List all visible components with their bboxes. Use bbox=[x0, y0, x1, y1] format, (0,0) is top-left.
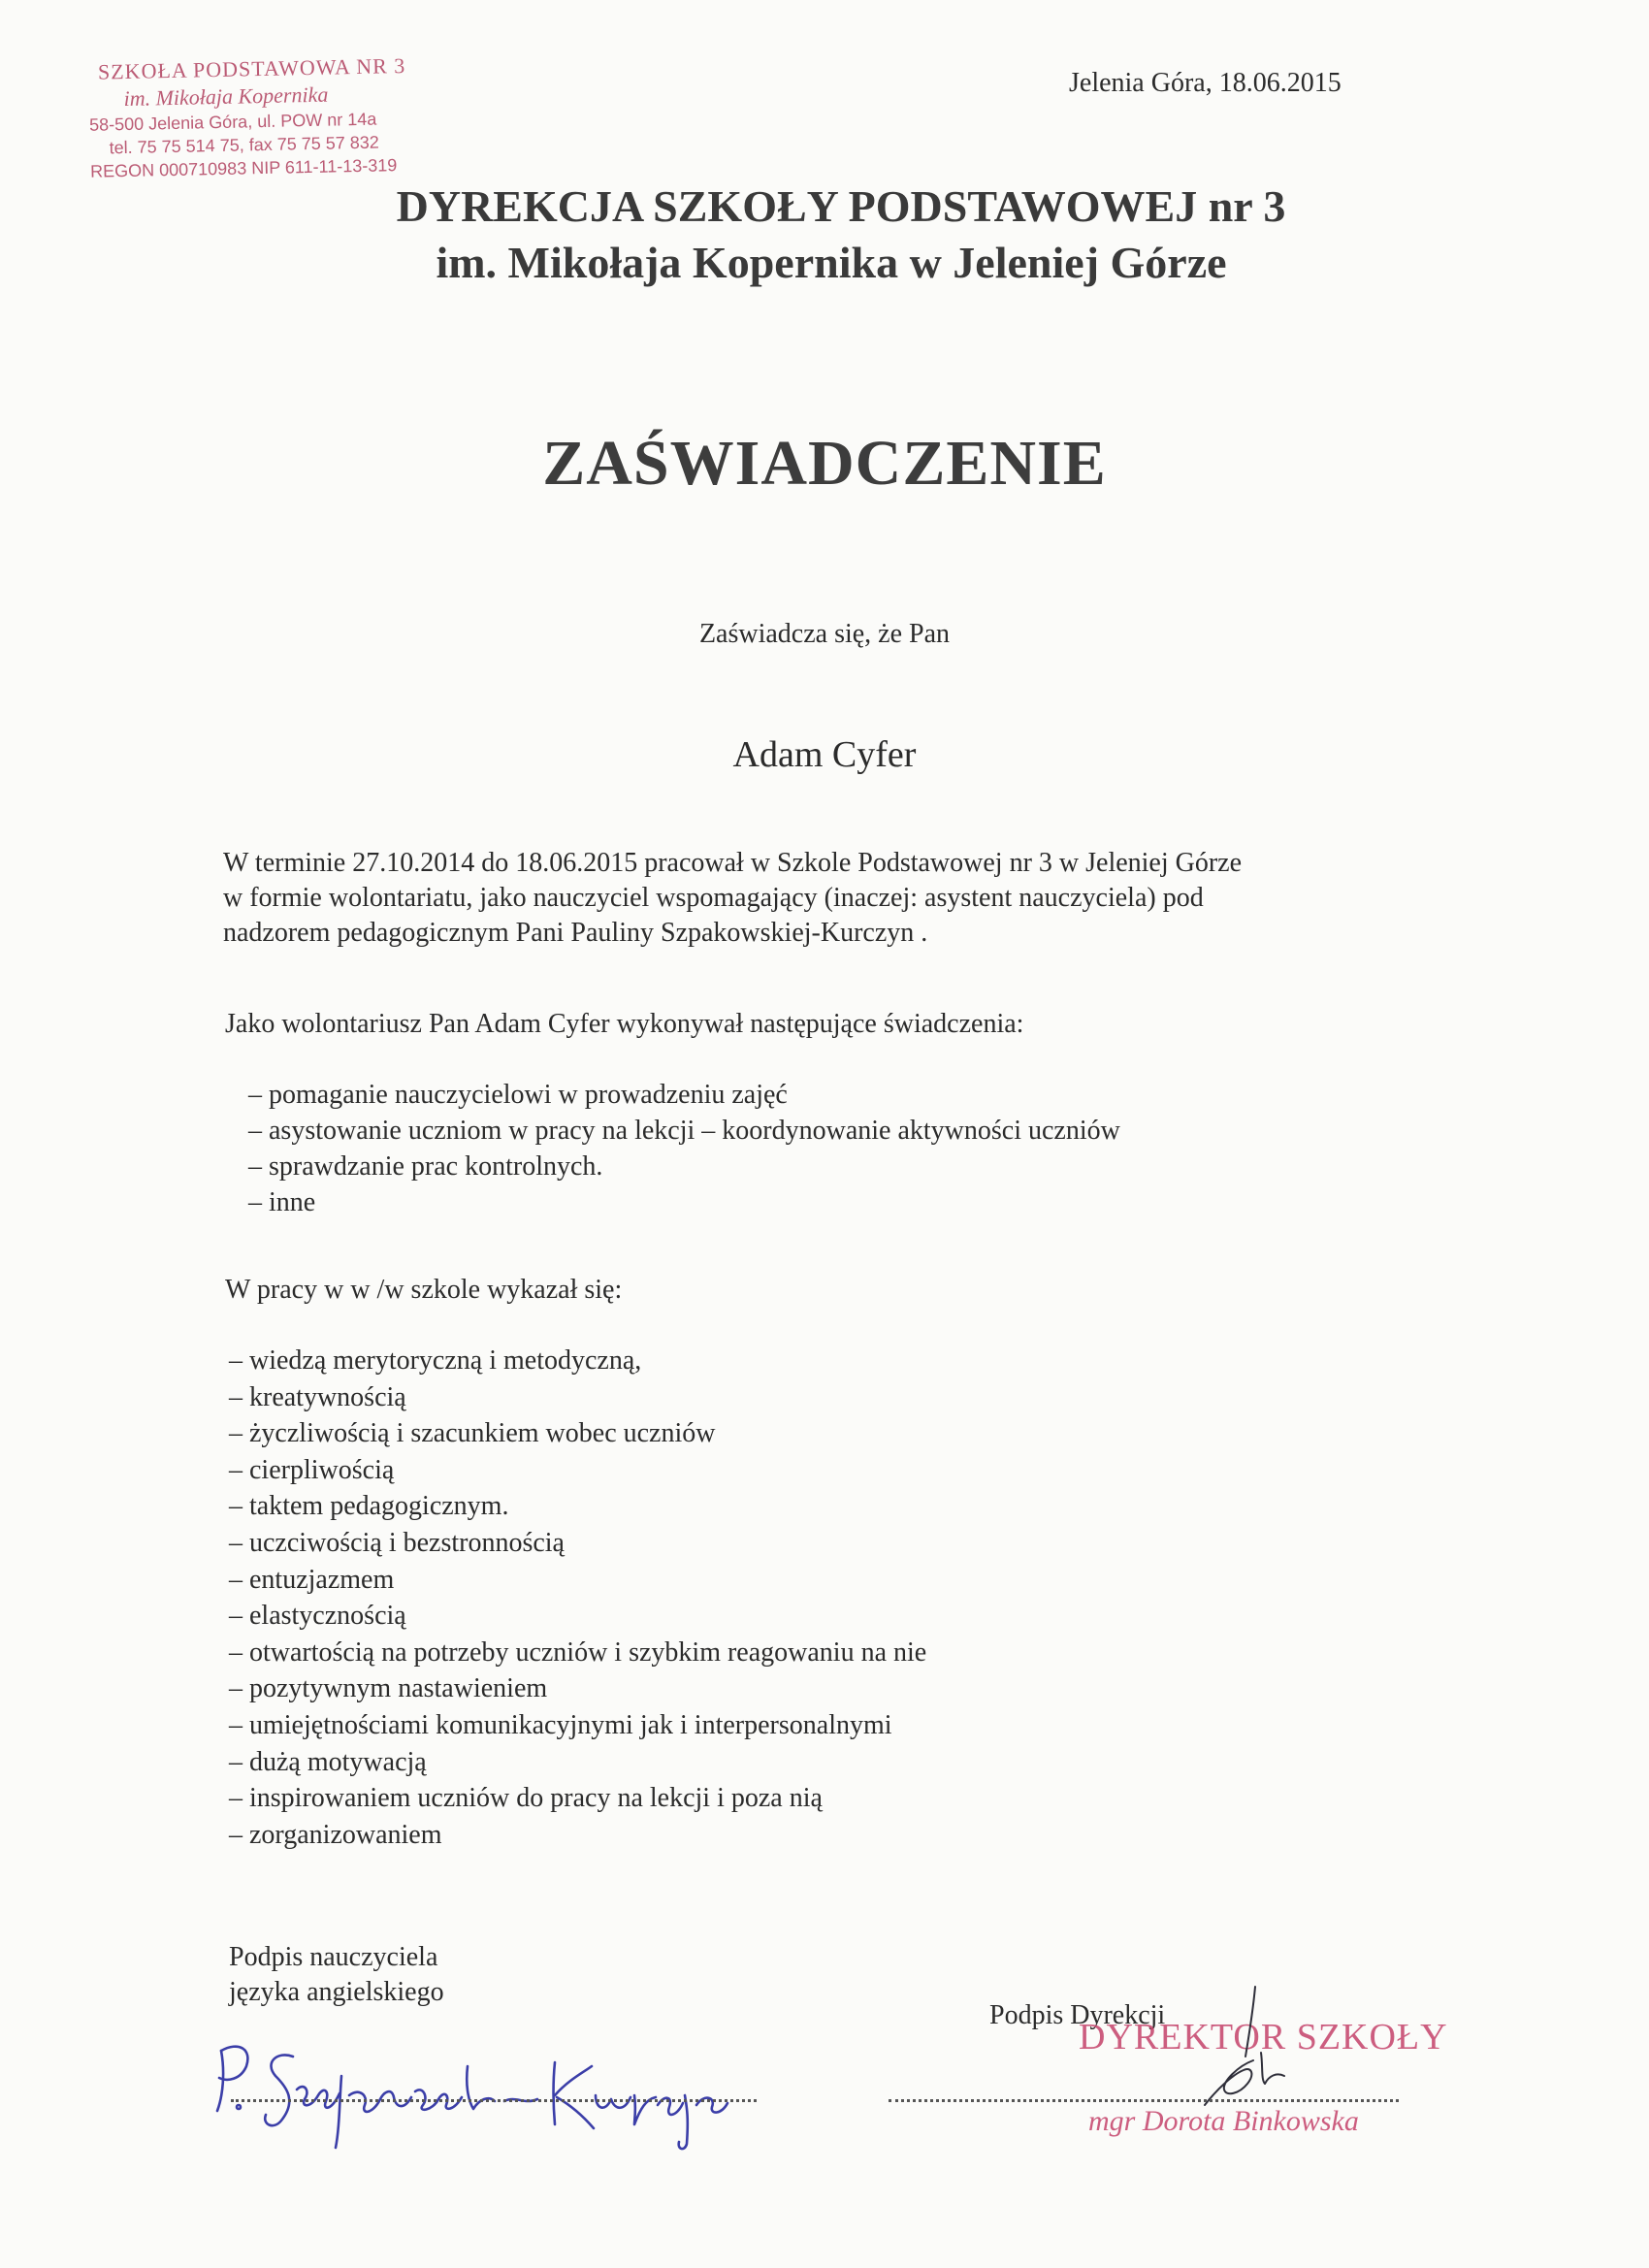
list-item: – umiejętnościami komunikacyjnymi jak i interpersonalnymi bbox=[229, 1709, 892, 1740]
list-item: – kreatywnością bbox=[229, 1381, 406, 1412]
teacher-signature-label-line-2: języka angielskiego bbox=[229, 1977, 444, 2007]
main-paragraph bbox=[223, 846, 1436, 951]
document-title: ZAŚWIADCZENIE bbox=[542, 428, 1107, 499]
director-stamp-name: mgr Dorota Binkowska bbox=[1088, 2105, 1359, 2137]
stamp-line-2: im. Mikołaja Kopernika bbox=[123, 81, 329, 112]
stamp-line-5: REGON 000710983 NIP 611-11-13-319 bbox=[89, 155, 398, 181]
director-stamp-title: DYREKTOR SZKOŁY bbox=[1079, 2017, 1448, 2057]
list-item: – inspirowaniem uczniów do pracy na lekcji i poza nią bbox=[229, 1783, 823, 1814]
stamp-line-1: SZKOŁA PODSTAWOWA NR 3 bbox=[97, 52, 406, 84]
duties-lead: Jako wolontariusz Pan Adam Cyfer wykonywał następujące świadczenia: bbox=[225, 1009, 1024, 1039]
school-stamp bbox=[84, 54, 445, 180]
paragraph-line: nadzorem pedagogicznym Pani Pauliny Szpakowskiej-Kurczyn . bbox=[223, 918, 928, 948]
list-item: – uczciwością i bezstronnością bbox=[229, 1527, 565, 1558]
list-item: – asystowanie uczniom w pracy na lekcji – koordynowanie aktywności uczniów bbox=[248, 1116, 1120, 1146]
header-line-1: DYREKCJA SZKOŁY PODSTAWOWEJ nr 3 bbox=[396, 181, 1286, 231]
list-item: – cierpliwością bbox=[229, 1454, 395, 1485]
list-item: – zorganizowaniem bbox=[229, 1819, 442, 1850]
duties-list bbox=[248, 1077, 1120, 1220]
document-date: Jelenia Góra, 18.06.2015 bbox=[1069, 68, 1342, 98]
stamp-line-3: 58-500 Jelenia Góra, ul. POW nr 14a bbox=[88, 109, 377, 135]
list-item: – pozytywnym nastawieniem bbox=[229, 1673, 548, 1704]
list-item: – entuzjazmem bbox=[229, 1564, 395, 1595]
teacher-signature-line bbox=[231, 2099, 757, 2102]
intro-text: Zaświadcza się, że Pan bbox=[698, 619, 951, 649]
stamp-line-4: tel. 75 75 514 75, fax 75 75 57 832 bbox=[109, 132, 380, 158]
paragraph-line: w formie wolontariatu, jako nauczyciel wspomagający (inaczej: asystent nauczyciela) pod bbox=[223, 883, 1204, 913]
person-name: Adam Cyfer bbox=[732, 734, 917, 775]
qualities-lead: W pracy w w /w szkole wykazał się: bbox=[225, 1275, 623, 1305]
teacher-handwritten-signature bbox=[204, 2027, 747, 2154]
teacher-signature-label bbox=[229, 1940, 444, 2010]
header-line-2: im. Mikołaja Kopernika w Jeleniej Górze bbox=[436, 238, 1227, 287]
teacher-signature-label-line-1: Podpis nauczyciela bbox=[229, 1942, 438, 1972]
list-item: – otwartością na potrzeby uczniów i szybkim reagowaniu na nie bbox=[229, 1636, 927, 1668]
paragraph-line: W terminie 27.10.2014 do 18.06.2015 pracował w Szkole Podstawowej nr 3 w Jeleniej Górze bbox=[223, 848, 1243, 878]
list-item: – taktem pedagogicznym. bbox=[229, 1491, 509, 1522]
list-item: – wiedzą merytoryczną i metodyczną, bbox=[229, 1345, 642, 1376]
list-item: – dużą motywacją bbox=[229, 1746, 427, 1777]
director-signature-line bbox=[889, 2099, 1399, 2102]
qualities-list bbox=[229, 1343, 926, 1853]
list-item: – pomaganie nauczycielowi w prowadzeniu zajęć bbox=[248, 1080, 788, 1110]
list-item: – inne bbox=[248, 1187, 316, 1217]
list-item: – elastycznością bbox=[229, 1601, 406, 1632]
list-item: – życzliwością i szacunkiem wobec uczniów bbox=[229, 1418, 716, 1449]
list-item: – sprawdzanie prac kontrolnych. bbox=[248, 1151, 603, 1182]
director-signature-label: Podpis Dyrekcji bbox=[989, 2000, 1166, 2030]
director-handwritten-signature bbox=[1183, 1979, 1310, 2124]
